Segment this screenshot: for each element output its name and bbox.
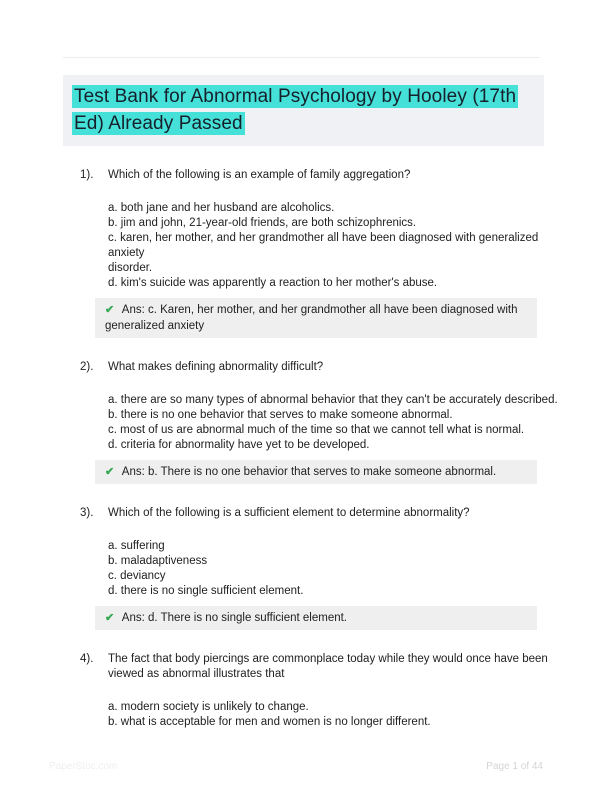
title-highlight: Test Bank for Abnormal Psychology by Hooley (17th Ed) Already Passed [74,86,517,134]
check-icon: ✔ [105,612,115,624]
question-number: 2). [80,361,94,373]
title-block [63,75,544,146]
question-body [108,652,606,730]
question-options: a. there are so many types of abnormal behavior that they can't be accurately described. b. there is no one behavior that serves to make someone abnormal. c. most of us are abnormal much of the time so that we cannot tell what is normal. d. criteria for abnormality have yet to be developed. [108,394,558,451]
question-text: The fact that body piercings are commonplace today while they would once have been viewed as abnormal illustrates that [108,653,548,680]
question-options: a. suffering b. maladaptiveness c. deviancy d. there is no single sufficient element. [108,540,304,597]
question-text: Which of the following is an example of family aggregation? [108,169,411,181]
page-title [72,83,534,137]
page-indicator: Page 1 of 44 [486,761,543,772]
question-block [80,360,606,484]
question-body [105,360,606,484]
question-block [80,168,606,338]
answer-box [95,460,537,484]
question-text: What makes defining abnormality difficult? [108,361,324,373]
question-text: Which of the following is a sufficient element to determine abnormality? [108,507,470,519]
question-options: a. modern society is unlikely to change. b. what is acceptable for men and women is no longer different. [108,701,431,728]
question-number: 3). [80,507,94,519]
answer-box [95,606,537,630]
question-body [105,506,606,630]
question-body [105,168,606,338]
question-number: 4). [80,653,94,665]
answer-box [95,298,537,338]
watermark-text: PaperStoc.com [49,761,118,772]
top-divider [63,57,540,58]
question-number: 1). [80,169,94,181]
answer-text: Ans: d. There is no single sufficient element. [119,612,348,624]
question-list [0,146,606,730]
answer-text: Ans: b. There is no one behavior that serves to make someone abnormal. [119,466,497,478]
question-options: a. both jane and her husband are alcoholics. b. jim and john, 21-year-old friends, are both schizophrenics. c. karen, her mother, and her grandmother all have been diagnosed with generalized anxiety disorder. d. kim's suicide was apparently a reaction to her mother's abuse. [108,202,539,289]
question-block [80,652,606,730]
check-icon: ✔ [105,304,115,316]
check-icon: ✔ [105,466,115,478]
question-block [80,506,606,630]
answer-text: Ans: c. Karen, her mother, and her grandmother all have been diagnosed with generalized anxiety [105,304,518,332]
